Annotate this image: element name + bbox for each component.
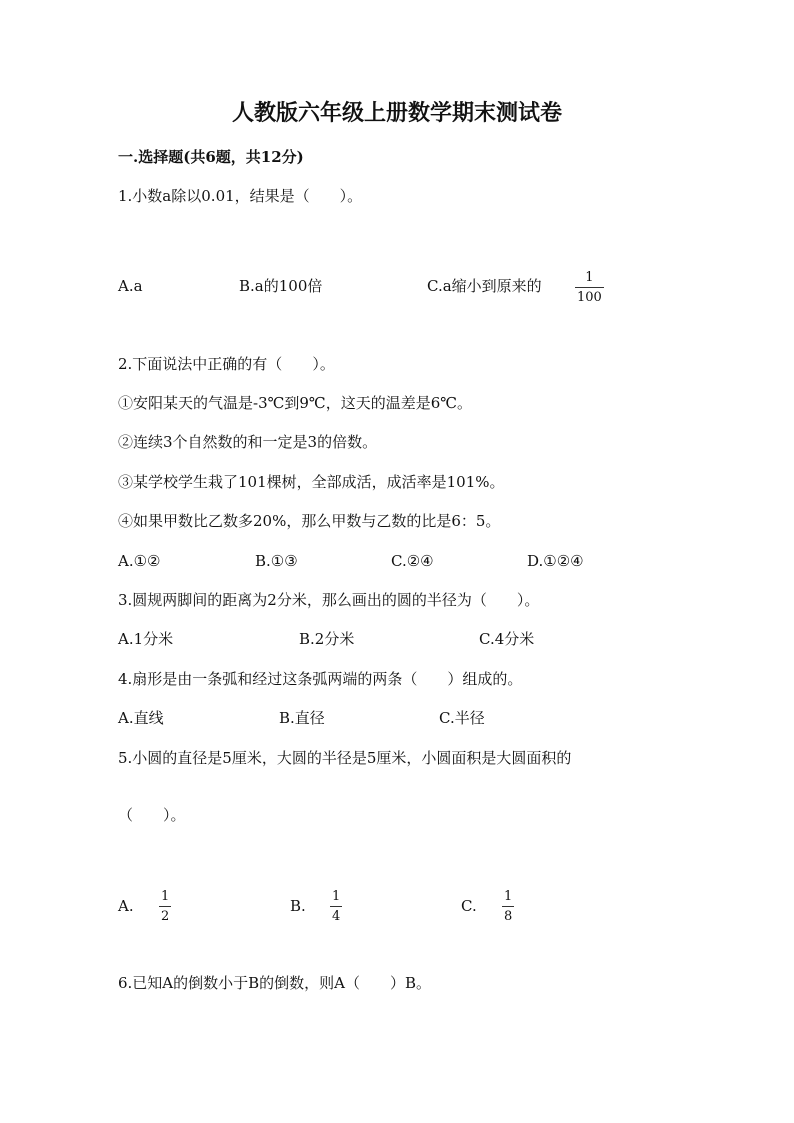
question-2-option-b: B.①③ xyxy=(255,552,298,570)
question-2-option-d: D.①②④ xyxy=(527,552,584,570)
fraction-denominator: 4 xyxy=(332,909,341,924)
question-2-option-a: A.①② xyxy=(118,552,161,570)
fraction-bar xyxy=(159,906,171,907)
question-3-option-b: B.2分米 xyxy=(299,630,355,648)
question-3-stem: 3.圆规两脚间的距离为2分米，那么画出的圆的半径为（ ）。 xyxy=(118,591,540,609)
fraction-numerator: 1 xyxy=(504,889,513,904)
question-5-stem-continued: （ ）。 xyxy=(118,806,186,824)
fraction-numerator: 1 xyxy=(332,889,341,904)
question-1-option-a: A.a xyxy=(118,277,143,295)
question-2-statement-4: ④如果甲数比乙数多20%，那么甲数与乙数的比是6：5。 xyxy=(118,512,501,530)
question-2-stem: 2.下面说法中正确的有（ ）。 xyxy=(118,355,335,373)
question-5-option-b-fraction xyxy=(330,890,342,923)
question-5-option-c-label: C. xyxy=(461,897,477,915)
page-title: 人教版六年级上册数学期末测试卷 xyxy=(231,100,562,126)
question-1-option-c-fraction xyxy=(575,271,604,304)
question-5-option-b-label: B. xyxy=(290,897,306,915)
question-2-statement-3: ③某学校学生栽了101棵树，全部成活，成活率是101%。 xyxy=(118,473,505,491)
question-3-option-a: A.1分米 xyxy=(118,630,174,648)
question-1-option-c: C.a缩小到原来的 xyxy=(427,277,542,295)
question-1-option-b: B.a的100倍 xyxy=(239,277,323,295)
question-4-option-b: B.直径 xyxy=(279,709,325,727)
fraction-numerator: 1 xyxy=(585,270,594,285)
question-5-option-a-fraction xyxy=(159,890,171,923)
question-4-option-a: A.直线 xyxy=(118,709,164,727)
section-heading: 一.选择题(共6题，共12分) xyxy=(118,148,304,166)
question-5-option-a-label: A. xyxy=(118,897,134,915)
fraction-denominator: 100 xyxy=(577,290,602,305)
question-3-option-c: C.4分米 xyxy=(479,630,535,648)
fraction-denominator: 2 xyxy=(161,909,170,924)
question-4-stem: 4.扇形是由一条弧和经过这条弧两端的两条（ ）组成的。 xyxy=(118,670,523,688)
question-5-option-c-fraction xyxy=(502,890,514,923)
fraction-bar xyxy=(330,906,342,907)
question-6-stem: 6.已知A的倒数小于B的倒数，则A（ ）B。 xyxy=(118,974,432,992)
question-2-statement-2: ②连续3个自然数的和一定是3的倍数。 xyxy=(118,433,378,451)
question-4-option-c: C.半径 xyxy=(439,709,485,727)
question-5-stem: 5.小圆的直径是5厘米，大圆的半径是5厘米，小圆面积是大圆面积的 xyxy=(118,749,572,767)
question-1-stem: 1.小数a除以0.01，结果是（ ）。 xyxy=(118,187,363,205)
fraction-numerator: 1 xyxy=(161,889,170,904)
fraction-bar xyxy=(575,287,604,288)
question-2-statement-1: ①安阳某天的气温是-3℃到9℃，这天的温差是6℃。 xyxy=(118,394,473,412)
question-2-option-c: C.②④ xyxy=(391,552,434,570)
fraction-denominator: 8 xyxy=(504,909,513,924)
fraction-bar xyxy=(502,906,514,907)
